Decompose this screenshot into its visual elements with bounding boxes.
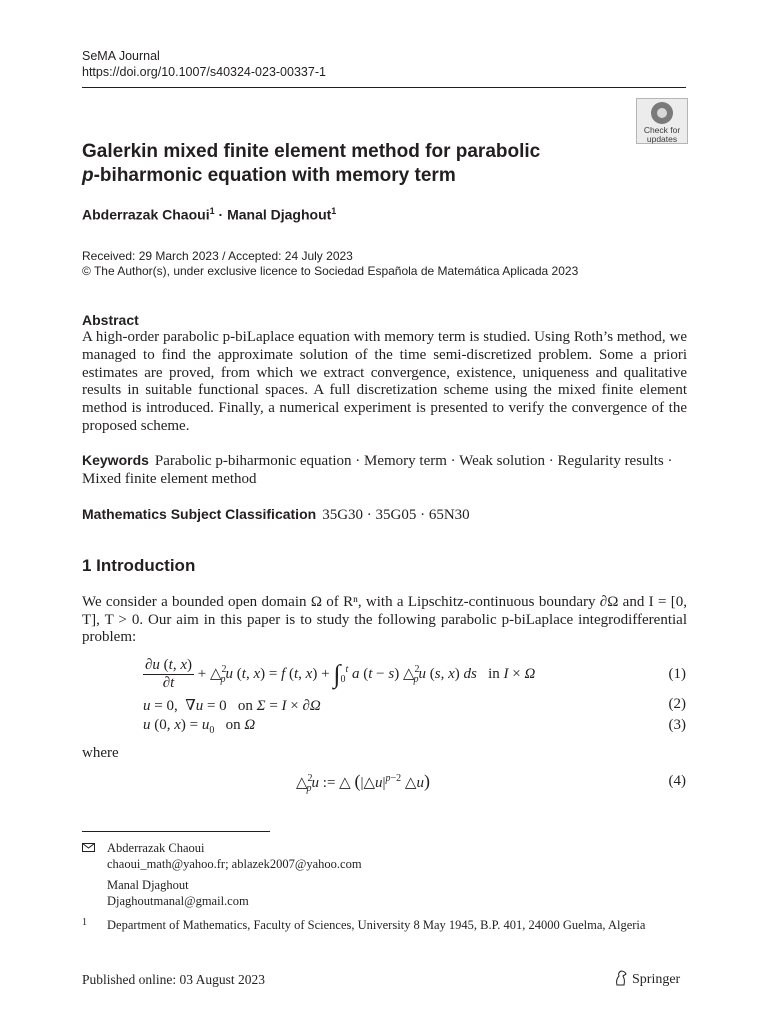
journal-header xyxy=(82,48,326,80)
section-heading-introduction: 1 Introduction xyxy=(82,556,196,575)
title-p: p xyxy=(82,165,94,186)
author-1-email[interactable]: chaoui_math@yahoo.fr; ablazek2007@yahoo.com xyxy=(107,857,362,871)
publisher-logo xyxy=(614,970,680,988)
affiliation-number: 1 xyxy=(82,917,87,928)
correspondence xyxy=(82,840,362,909)
author-2: Manal Djaghout xyxy=(227,206,332,223)
corresponding-author-1: Abderrazak Chaoui xyxy=(107,841,205,855)
author-list xyxy=(82,206,336,223)
header-rule xyxy=(82,87,686,88)
equation-2-number: (2) xyxy=(668,696,686,712)
keywords-text: Parabolic p-biharmonic equation · Memory term · Weak solution · Regularity results · Mixed finite element method xyxy=(82,453,673,487)
journal-name: SeMA Journal xyxy=(82,49,160,63)
msc-classification xyxy=(82,506,470,524)
published-online: Published online: 03 August 2023 xyxy=(82,972,266,987)
equation-3-number: (3) xyxy=(668,717,686,733)
publication-dates xyxy=(82,249,578,279)
equation-2: u = 0, ∇u = 0 on Σ = I × ∂Ω xyxy=(143,698,321,714)
doi-link[interactable]: https://doi.org/10.1007/s40324-023-00337-1 xyxy=(82,65,326,79)
author-separator: · xyxy=(214,206,228,223)
title-line2 xyxy=(82,164,622,188)
publisher-name: Springer xyxy=(632,972,681,987)
badge-line2: updates xyxy=(646,134,678,144)
msc-codes: 35G30 · 35G05 · 65N30 xyxy=(322,507,470,523)
title-line1: Galerkin mixed finite element method for parabolic xyxy=(82,141,541,162)
abstract-text: A high-order parabolic p-biLaplace equation with memory term is studied. Using Roth’s method, we managed to find the approximate solution of the time semi-discretized problem. Some a priori estimates are proved, from which we extract convergence, existence, uniqueness and qualitative results in suitable functional spaces. A full discretization scheme using the mixed finite element method is introduced. Finally, a numerical experiment is presented to verify the convergence of the proposed scheme. xyxy=(82,329,687,434)
check-for-updates-icon xyxy=(651,102,673,124)
abstract-heading: Abstract xyxy=(82,312,139,328)
author-1: Abderrazak Chaoui xyxy=(82,206,210,223)
springer-horse-icon xyxy=(614,970,628,986)
where-text: where xyxy=(82,745,119,761)
corresponding-author-2: Manal Djaghout xyxy=(107,878,189,892)
equation-4: △$^2_p$u := △ ($|\triangle u|^{p-2}$ △u) xyxy=(296,771,430,794)
keywords-label: Keywords xyxy=(82,452,149,468)
keywords xyxy=(82,452,687,489)
author-2-affiliation: 1 xyxy=(331,206,337,216)
affiliation-text: Department of Mathematics, Faculty of Sciences, University 8 May 1945, B.P. 401, 24000 Guelma, Algeria xyxy=(107,918,646,932)
equation-1-number: (1) xyxy=(668,666,686,682)
msc-label: Mathematics Subject Classification xyxy=(82,506,317,522)
introduction-paragraph: We consider a bounded open domain Ω of Rⁿ, with a Lipschitz-continuous boundary ∂Ω and I = [0, T], T > 0. Our aim in this paper is to study the following parabolic p-biLaplace integrodifferential problem: xyxy=(82,594,687,645)
paper-title xyxy=(82,140,622,188)
affiliation-footnote xyxy=(82,917,687,933)
equation-1: $\frac{\partial u (t, x)}{\partial t}$ + △$^2_p$u (t, x) = f (t, $x) + \int_0^t$ a (t − s) △$^2_p$u (s, x) ds in I × Ω xyxy=(145,657,536,691)
equation-3: u (0, $x) = u_0$ on Ω xyxy=(143,717,256,736)
footnote-rule xyxy=(82,831,270,832)
badge-line1: Check for xyxy=(643,125,681,135)
check-for-updates-badge[interactable] xyxy=(636,98,688,144)
equation-4-number: (4) xyxy=(668,773,686,789)
title-line2-rest: -biharmonic equation with memory term xyxy=(93,165,456,186)
licence-line: © The Author(s), under exclusive licence to Sociedad Española de Matemática Aplicada 2023 xyxy=(82,264,579,278)
author-2-email[interactable]: Djaghoutmanal@gmail.com xyxy=(107,894,249,908)
received-accepted: Received: 29 March 2023 / Accepted: 24 July 2023 xyxy=(82,249,353,263)
author-1-affiliation: 1 xyxy=(209,206,215,216)
